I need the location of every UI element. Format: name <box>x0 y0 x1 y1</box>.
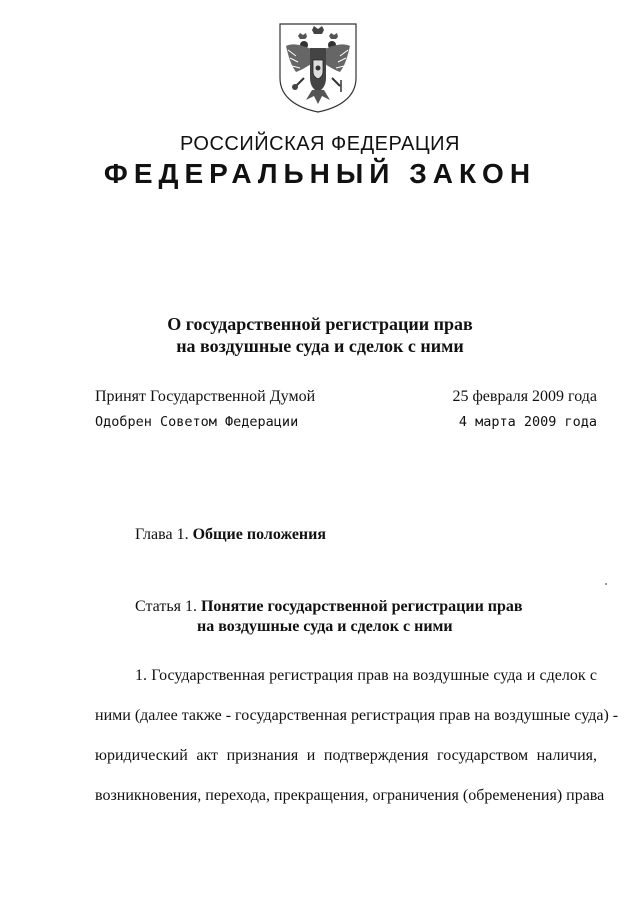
article-prefix: Статья 1. <box>135 598 197 615</box>
chapter-heading <box>135 526 326 544</box>
chapter-prefix: Глава 1. <box>135 526 189 543</box>
law-type-heading: ФЕДЕРАЛЬНЫЙ ЗАКОН <box>103 158 537 189</box>
council-date: 4 марта 2009 года <box>458 414 597 430</box>
scan-speck <box>605 583 607 585</box>
law-title-line-2: на воздушные суда и сделок с ними <box>176 336 464 356</box>
paragraph-line: ними (далее также - государственная регистрация прав на воздушные суда) - <box>95 707 619 724</box>
council-label: Одобрен Советом Федерации <box>95 414 299 430</box>
article-paragraph <box>95 656 619 816</box>
coat-of-arms-icon <box>276 20 360 114</box>
article-heading <box>135 597 523 637</box>
duma-date: 25 февраля 2009 года <box>452 388 597 405</box>
law-title <box>0 313 640 357</box>
duma-label: Принят Государственной Думой <box>95 388 316 405</box>
article-title-line-1: Понятие государственной регистрации прав <box>200 598 523 615</box>
chapter-title: Общие положения <box>192 526 327 543</box>
law-title-line-1: О государственной регистрации прав <box>167 314 473 334</box>
country-heading: РОССИЙСКАЯ ФЕДЕРАЦИЯ <box>180 133 460 155</box>
paragraph-line: 1. Государственная регистрация прав на воздушные суда и сделок с <box>135 667 597 684</box>
adoption-council-row <box>95 414 597 436</box>
paragraph-line: юридический акт признания и подтверждения государством наличия, <box>95 747 597 764</box>
article-title-line-2: на воздушные суда и сделок с ними <box>197 618 453 635</box>
paragraph-line: возникновения, перехода, прекращения, ограничения (обременения) права <box>95 787 605 804</box>
adoption-duma-row <box>95 388 597 410</box>
